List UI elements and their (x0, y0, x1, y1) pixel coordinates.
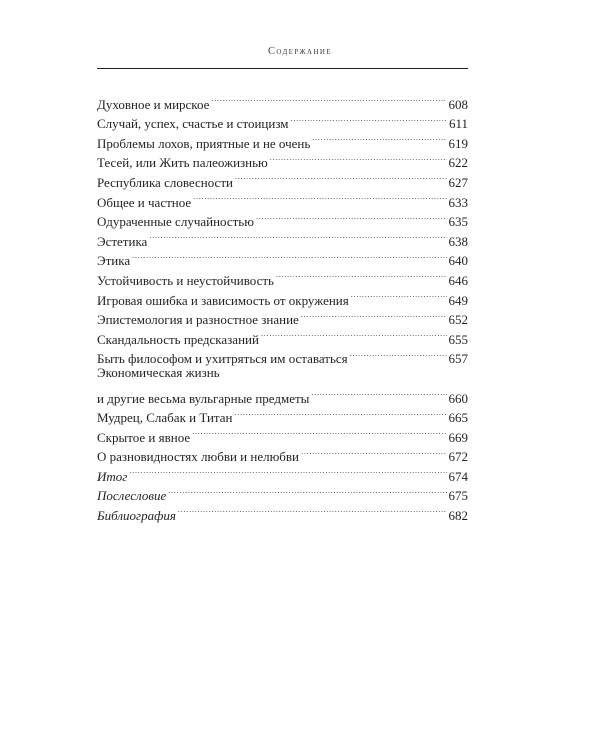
dot-leader (291, 109, 447, 129)
dot-leader (270, 148, 447, 168)
dot-leader (276, 265, 447, 285)
toc-entry-page: 640 (448, 253, 468, 269)
toc-entry-title: О разновидностях любви и нелюбви (97, 449, 300, 465)
dot-leader (211, 89, 446, 109)
toc-entry[interactable] (97, 89, 468, 112)
dot-leader (256, 207, 447, 227)
toc-entry-page: 635 (448, 214, 468, 230)
toc-entry-title: Библиография (97, 508, 176, 524)
toc-entry-title: Случай, успех, счастье и стоицизм (97, 116, 289, 132)
dot-leader (235, 167, 447, 187)
dot-leader (178, 500, 447, 520)
dot-leader (311, 383, 446, 403)
toc-entry-title: Тесей, или Жить палеожизнью (97, 155, 268, 171)
dot-leader (301, 305, 447, 325)
toc-entry-page: 669 (448, 429, 468, 445)
dot-leader (193, 187, 446, 207)
toc-entry-page: 660 (448, 390, 468, 406)
toc-entry-title: Эпистемология и разностное знание (97, 312, 299, 328)
dot-leader (261, 324, 447, 344)
toc-entry[interactable] (97, 481, 468, 504)
header-rule (97, 68, 468, 69)
toc-entry-title: Устойчивость и неустойчивость (97, 272, 274, 288)
toc-entry-title-line1[interactable]: Экономическая жизнь (97, 365, 220, 381)
toc-entry-page: 665 (448, 410, 468, 426)
toc-entry-page: 674 (448, 468, 468, 484)
toc-entry[interactable] (97, 246, 468, 269)
toc-entry-page: 638 (448, 233, 468, 249)
dot-leader (168, 481, 446, 501)
dot-leader (129, 461, 446, 481)
dot-leader (312, 128, 446, 148)
dot-leader (351, 285, 447, 305)
toc-entry-title: Мудрец, Слабак и Титан (97, 410, 233, 426)
toc-entry[interactable] (97, 383, 468, 406)
toc-entry-title: Быть философом и ухитряться им оставаться (97, 351, 348, 367)
toc-entry-title: Скандальность предсказаний (97, 331, 259, 347)
toc-entry-page: 622 (448, 155, 468, 171)
dot-leader (149, 226, 446, 246)
dot-leader (132, 246, 446, 266)
toc-entry-title: Эстетика (97, 233, 148, 249)
toc-entry-title: Скрытое и явное (97, 429, 191, 445)
table-of-contents (97, 89, 468, 524)
toc-entry[interactable] (97, 226, 468, 249)
toc-entry-title: Игровая ошибка и зависимость от окружения (97, 292, 349, 308)
toc-entry-page: 657 (448, 351, 468, 367)
toc-entry-page: 608 (448, 96, 468, 112)
toc-entry-page: 672 (448, 449, 468, 465)
toc-entry-title: Проблемы лохов, приятные и не очень (97, 135, 311, 151)
toc-entry-page: 633 (448, 194, 468, 210)
toc-entry-page: 619 (448, 135, 468, 151)
toc-entry-title: Духовное и мирское (97, 96, 210, 112)
toc-entry-page: 675 (448, 488, 468, 504)
toc-entry-page: 627 (448, 174, 468, 190)
toc-entry-page: 655 (448, 331, 468, 347)
toc-entry-title: Послесловие (97, 488, 167, 504)
toc-entry-title: Республика словесности (97, 174, 233, 190)
toc-entry-title: Этика (97, 253, 131, 269)
running-head: Содержание (267, 46, 333, 57)
toc-entry-page: 682 (448, 508, 468, 524)
toc-entry-page: 649 (448, 292, 468, 308)
toc-entry[interactable] (97, 265, 468, 288)
dot-leader (350, 344, 447, 364)
toc-entry-page: 646 (448, 272, 468, 288)
toc-entry-title: Общее и частное (97, 194, 192, 210)
dot-leader (192, 422, 446, 442)
dot-leader (234, 403, 446, 423)
toc-entry[interactable] (97, 461, 468, 484)
toc-entry-title: и другие весьма вульгарные предметы (97, 390, 310, 406)
toc-entry-title: Одураченные случайностью (97, 214, 254, 230)
toc-entry-page: 652 (448, 312, 468, 328)
toc-entry-title: Итог (97, 468, 128, 484)
toc-entry-page: 611 (448, 116, 468, 132)
dot-leader (301, 442, 446, 462)
